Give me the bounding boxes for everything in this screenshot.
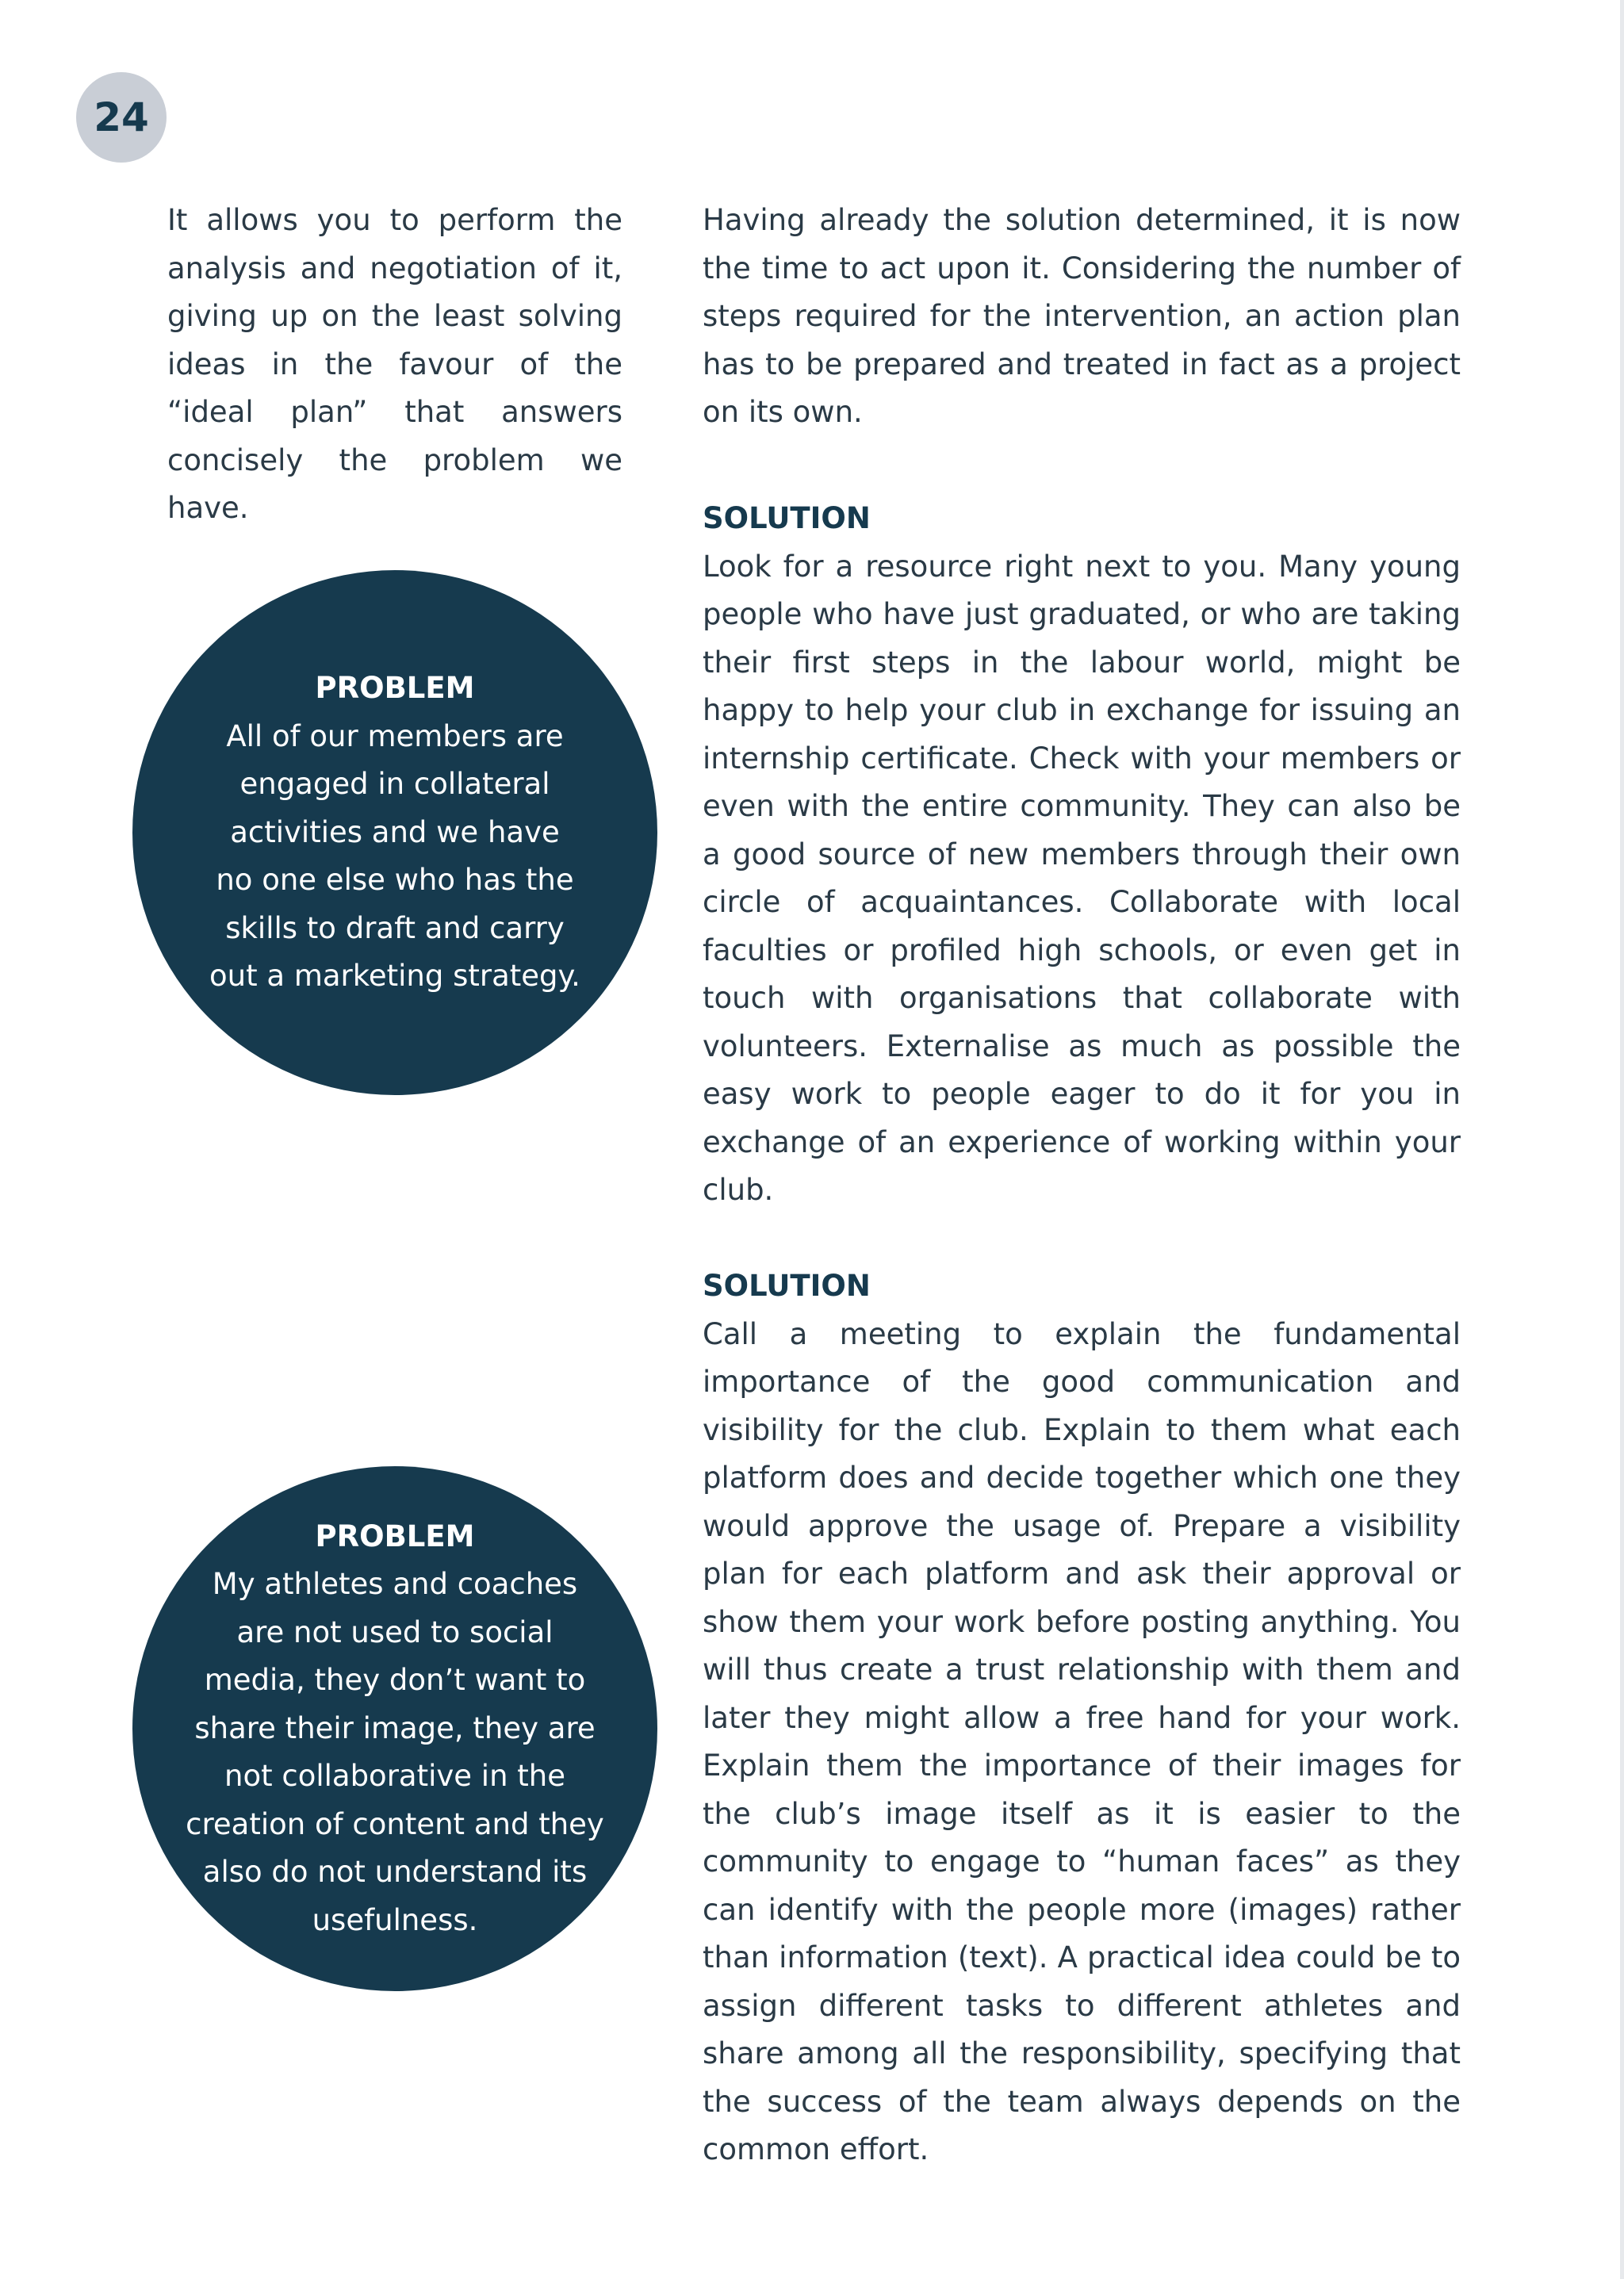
left-intro-paragraph: It allows you to perform the analysis and negotiation of it, giving up on the least solving ideas in the favour of the “ideal plan” that answers concisely the problem we have. [167,203,622,525]
solution-block-1 [703,495,1461,1215]
problem-text: All of our members are engaged in collateral activities and we have no one else who has the skills to draft and carry out a marketing strategy. [209,718,580,994]
problem-text: My athletes and coaches are not used to social media, they don’t want to share their image, they are not collaborative in the creation of content and they also do not understand its usefulness. [186,1567,604,1937]
page-number-badge [76,72,167,163]
solution-heading: SOLUTION [703,501,871,535]
right-intro-block [703,197,1461,437]
solution-text: Call a meeting to explain the fundamental importance of the good communication and visibility for the club. Explain to them what each platform does and decide together which one they would approve the usage of. Prepare a visibility plan for each platform and ask their approval or show them your work before posting anything. You will thus create a trust relationship with them and later they might allow a free hand for your work. Explain them the importance of their images for the club’s image itself as it is easier to the community to engage to “human faces” as they can identify with the people more (images) rather than information (text). A practical idea could be to assign different tasks to different athletes and share among all the responsibility, specifying that the success of the team always depends on the common effort. [703,1316,1461,2166]
solution-heading: SOLUTION [703,1269,871,1303]
page-number: 24 [94,94,149,140]
problem-circle-2 [132,1466,657,1991]
problem-circle-1 [132,570,657,1095]
right-intro-paragraph: Having already the solution determined, it is now the time to act upon it. Considering the number of steps required for the intervention, an action plan has to be prepared and treated in fact as a project on its own. [703,203,1461,429]
solution-text: Look for a resource right next to you. Many young people who have just graduated, or who are taking their first steps in the labour world, might be happy to help your club in exchange for issuing an internship certificate. Check with your members or even with the entire community. They can also be a good source of new members through their own circle of acquaintances. Collaborate with local faculties or profiled high schools, or even get in touch with organisations that collaborate with volunteers. Externalise as much as possible the easy work to people eager to do it for you in exchange of an experience of working within your club. [703,549,1461,1207]
problem-heading: PROBLEM [315,671,475,706]
problem-heading: PROBLEM [315,1519,475,1553]
solution-block-2 [703,1262,1461,2174]
scrollbar[interactable] [1620,0,1624,2279]
